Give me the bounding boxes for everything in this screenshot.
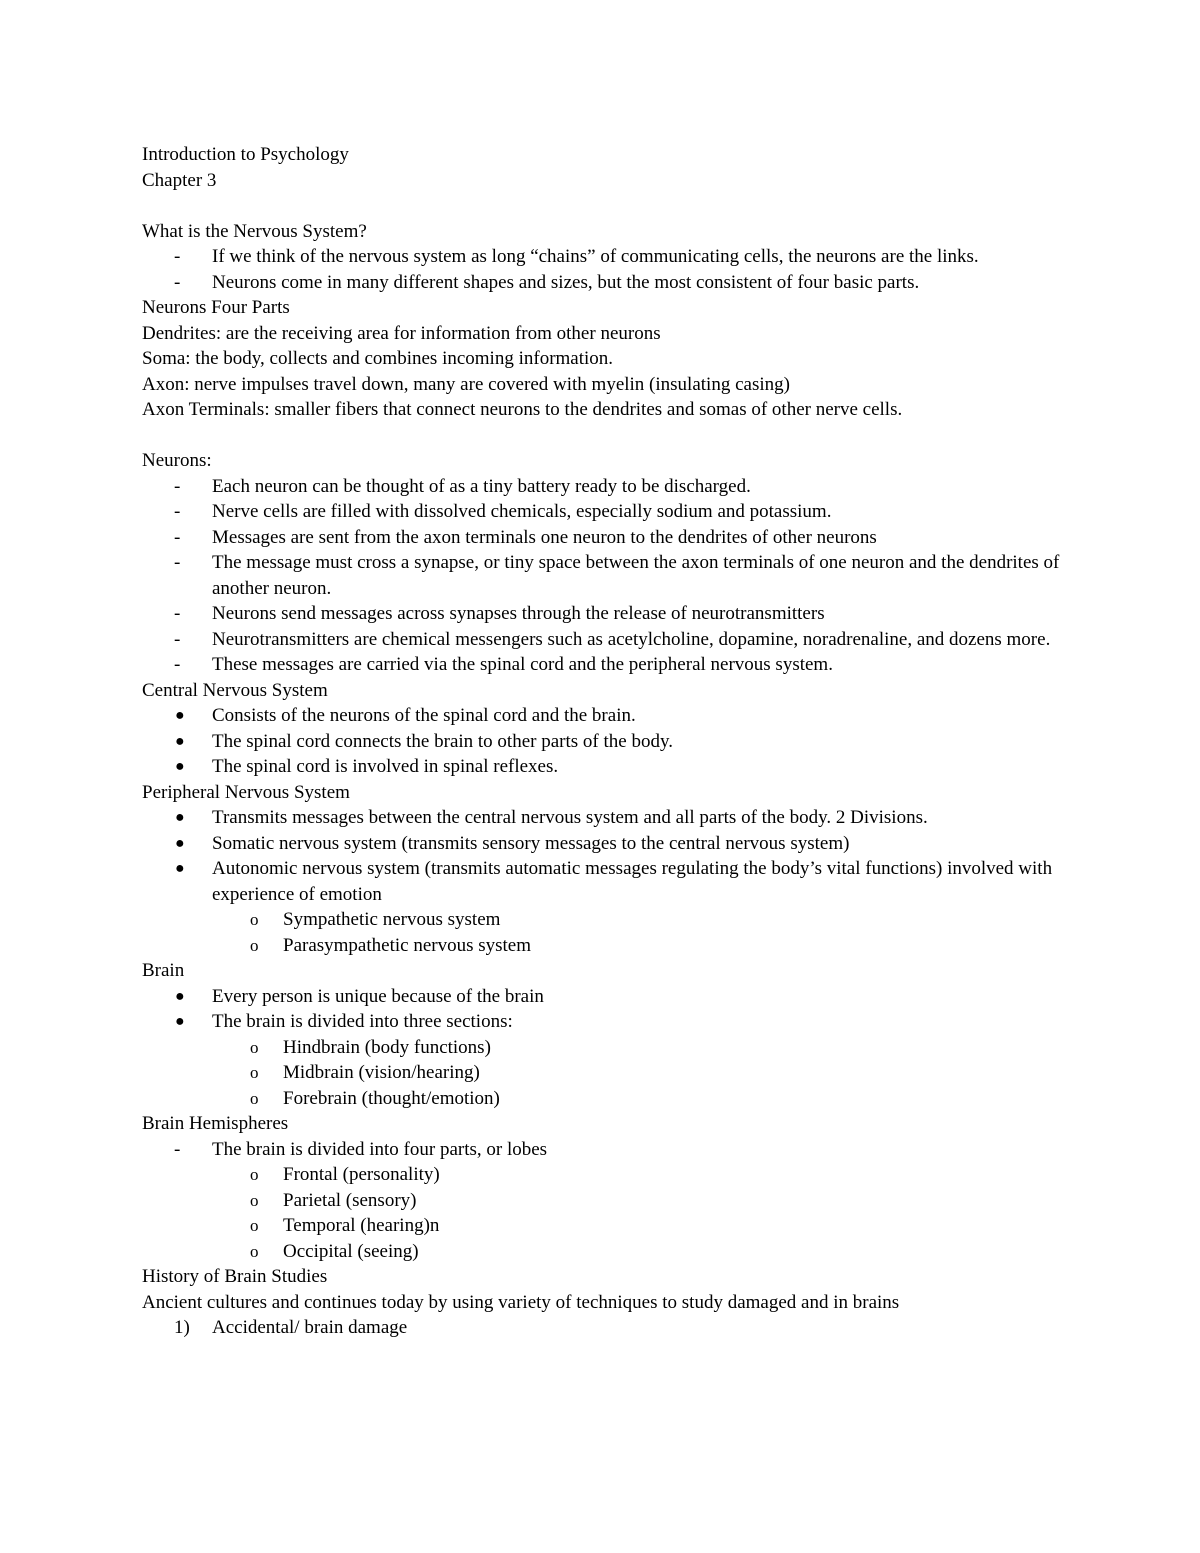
list-item bbox=[142, 601, 1062, 627]
list-item-text: Somatic nervous system (transmits sensory messages to the central nervous system) bbox=[212, 832, 850, 854]
list-item bbox=[142, 627, 1062, 653]
number-marker: 1) bbox=[174, 1317, 190, 1338]
sub-list-item bbox=[142, 933, 1062, 959]
list-item bbox=[142, 754, 1062, 780]
sub-list-item bbox=[142, 907, 1062, 933]
circle-bullet-icon: o bbox=[250, 935, 259, 955]
list-item bbox=[142, 270, 1062, 296]
list-item-text: Frontal (personality) bbox=[283, 1164, 440, 1185]
definition-line: Axon: nerve impulses travel down, many are covered with myelin (insulating casing) bbox=[142, 373, 790, 395]
list-item bbox=[142, 525, 1062, 551]
section-heading: Peripheral Nervous System bbox=[142, 781, 350, 803]
dash-marker: - bbox=[174, 501, 181, 522]
circle-bullet-icon: o bbox=[250, 1216, 259, 1235]
list-item bbox=[142, 703, 1062, 729]
dash-marker: - bbox=[174, 552, 181, 573]
dash-marker: - bbox=[174, 246, 181, 267]
list-item-text: Neurons come in many different shapes and sizes, but the most consistent of four basic parts. bbox=[212, 271, 920, 293]
list-item-text: Neurotransmitters are chemical messengers such as acetylcholine, dopamine, noradrenaline, and dozens more. bbox=[212, 628, 1051, 650]
list-item bbox=[142, 1009, 1062, 1035]
section-heading: What is the Nervous System? bbox=[142, 220, 367, 242]
sub-list-item bbox=[142, 1086, 1062, 1112]
list-item bbox=[142, 550, 1062, 601]
list-item bbox=[142, 499, 1062, 525]
section-heading: Brain bbox=[142, 960, 185, 981]
list-item-text: Every person is unique because of the brain bbox=[212, 985, 544, 1007]
sub-list-item bbox=[142, 1213, 1062, 1239]
bullet-icon: ● bbox=[175, 809, 185, 826]
circle-bullet-icon: o bbox=[250, 910, 259, 929]
dash-marker: - bbox=[174, 1138, 181, 1160]
definition-line: Axon Terminals: smaller fibers that connect neurons to the dendrites and somas of other nerve cells. bbox=[142, 399, 903, 420]
section-heading: Neurons: bbox=[142, 450, 212, 471]
list-item-text: These messages are carried via the spinal cord and the peripheral nervous system. bbox=[212, 654, 833, 675]
sub-list-item bbox=[142, 1188, 1062, 1214]
list-item-text: The brain is divided into four parts, or lobes bbox=[212, 1138, 548, 1160]
list-item-text: Each neuron can be thought of as a tiny battery ready to be discharged. bbox=[212, 475, 751, 497]
circle-bullet-icon: o bbox=[250, 1088, 259, 1108]
list-item-text: The spinal cord connects the brain to other parts of the body. bbox=[212, 730, 673, 752]
section-heading: Neurons Four Parts bbox=[142, 297, 290, 318]
list-item-text: Sympathetic nervous system bbox=[283, 909, 501, 930]
circle-bullet-icon: o bbox=[250, 1037, 259, 1057]
dash-marker: - bbox=[174, 628, 181, 650]
list-item-text: The spinal cord is involved in spinal reflexes. bbox=[212, 756, 559, 777]
list-item bbox=[142, 729, 1062, 755]
section-heading: Central Nervous System bbox=[142, 679, 328, 701]
dash-marker: - bbox=[174, 475, 181, 497]
list-item-text: Accidental/ brain damage bbox=[212, 1317, 408, 1338]
dash-marker: - bbox=[174, 526, 181, 548]
numbered-list-item bbox=[142, 1315, 1062, 1341]
list-item bbox=[142, 831, 1062, 857]
list-item-text: Forebrain (thought/emotion) bbox=[283, 1087, 500, 1109]
spacer bbox=[142, 423, 1062, 449]
bullet-icon: ● bbox=[175, 707, 185, 724]
bullet-icon: ● bbox=[175, 732, 185, 750]
list-item bbox=[142, 856, 1062, 907]
sub-list-item bbox=[142, 1035, 1062, 1061]
list-item-text: Autonomic nervous system (transmits automatic messages regulating the body’s vital functions) involved with experience of emotion bbox=[212, 858, 1053, 905]
document-page bbox=[142, 142, 1062, 1341]
list-item-text: Nerve cells are filled with dissolved chemicals, especially sodium and potassium. bbox=[212, 501, 832, 522]
list-item-text: Parietal (sensory) bbox=[283, 1189, 417, 1211]
bullet-icon: ● bbox=[175, 860, 185, 877]
bullet-icon: ● bbox=[175, 758, 185, 775]
course-title: Introduction to Psychology bbox=[142, 144, 349, 165]
list-item-text: Messages are sent from the axon terminals one neuron to the dendrites of other neurons bbox=[212, 526, 877, 548]
list-item-text: The message must cross a synapse, or tiny space between the axon terminals of one neuron and the dendrites of another neuron. bbox=[212, 552, 1060, 599]
dash-marker: - bbox=[174, 654, 181, 675]
dash-marker: - bbox=[174, 271, 181, 293]
circle-bullet-icon: o bbox=[250, 1190, 259, 1210]
chapter-title: Chapter 3 bbox=[142, 169, 217, 191]
list-item bbox=[142, 474, 1062, 500]
list-item-text: Consists of the neurons of the spinal cord and the brain. bbox=[212, 705, 636, 726]
list-item-text: Occipital (seeing) bbox=[283, 1240, 419, 1262]
section-heading: History of Brain Studies bbox=[142, 1266, 328, 1287]
dash-marker: - bbox=[174, 603, 181, 624]
definition-line: Soma: the body, collects and combines incoming information. bbox=[142, 348, 614, 369]
list-item bbox=[142, 652, 1062, 678]
list-item-text: Parasympathetic nervous system bbox=[283, 934, 532, 956]
spacer bbox=[142, 193, 1062, 219]
list-item bbox=[142, 984, 1062, 1010]
bullet-icon: ● bbox=[175, 834, 185, 852]
list-item-text: Midbrain (vision/hearing) bbox=[283, 1062, 480, 1083]
paragraph-line: Ancient cultures and continues today by using variety of techniques to study damaged and in brains bbox=[142, 1291, 900, 1313]
list-item-text: Transmits messages between the central nervous system and all parts of the body. 2 Divisions. bbox=[212, 807, 928, 828]
list-item-text: The brain is divided into three sections: bbox=[212, 1011, 513, 1032]
list-item-text: Hindbrain (body functions) bbox=[283, 1036, 491, 1058]
sub-list-item bbox=[142, 1060, 1062, 1086]
sub-list-item bbox=[142, 1239, 1062, 1265]
circle-bullet-icon: o bbox=[250, 1063, 259, 1082]
sub-list-item bbox=[142, 1162, 1062, 1188]
section-heading: Brain Hemispheres bbox=[142, 1113, 289, 1134]
bullet-icon: ● bbox=[175, 1013, 185, 1030]
list-item-text: Neurons send messages across synapses through the release of neurotransmitters bbox=[212, 603, 825, 624]
circle-bullet-icon: o bbox=[250, 1165, 259, 1184]
definition-line: Dendrites: are the receiving area for information from other neurons bbox=[142, 322, 661, 344]
circle-bullet-icon: o bbox=[250, 1241, 259, 1261]
list-item bbox=[142, 1137, 1062, 1163]
bullet-icon: ● bbox=[175, 987, 185, 1005]
list-item-text: Temporal (hearing)n bbox=[283, 1215, 440, 1236]
list-item bbox=[142, 805, 1062, 831]
list-item-text: If we think of the nervous system as long “chains” of communicating cells, the neurons are the links. bbox=[212, 246, 979, 267]
list-item bbox=[142, 244, 1062, 270]
